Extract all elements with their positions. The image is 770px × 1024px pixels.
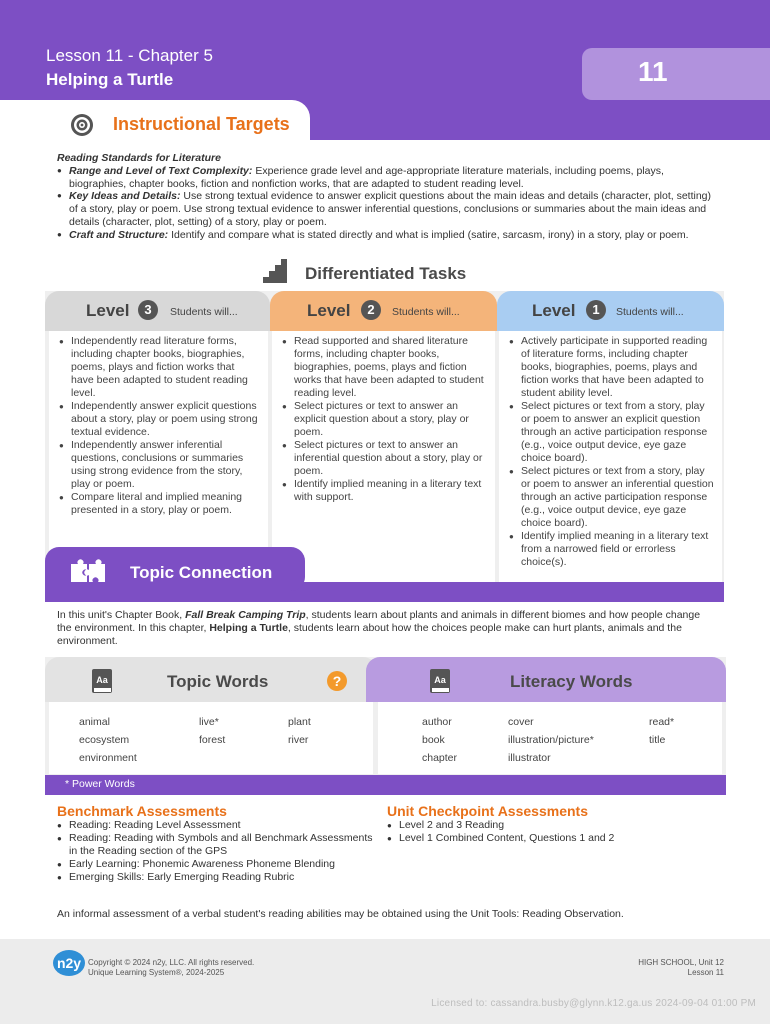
- page-footer: [0, 939, 770, 1024]
- unit-checkpoint-list: [387, 819, 717, 845]
- standards-list: [57, 165, 717, 242]
- level-1-tasks: [499, 331, 722, 583]
- power-words-note: * Power Words: [65, 778, 135, 790]
- benchmark-item: ● Emerging Skills: Early Emerging Reading Rubric: [57, 871, 377, 884]
- level-2-header: [270, 291, 497, 331]
- task-item: ● Independently answer inferential questions, conclusions or summaries using strong evidence from the story, play or poem.: [59, 439, 260, 491]
- benchmark-item: ● Early Learning: Phonemic Awareness Phoneme Blending: [57, 858, 377, 871]
- task-item: ● Read supported and shared literature forms, including chapter books, biographies, poems, plays and fiction works that have been adapted to student reading level.: [282, 335, 487, 400]
- literacy-word: chapter: [422, 752, 458, 764]
- level-2-tasks: [272, 331, 495, 583]
- power-words-band: [45, 775, 726, 795]
- students-will-label: Students will...: [616, 306, 684, 318]
- level-2-number: 2: [361, 300, 381, 320]
- benchmark-assessments-title: Benchmark Assessments: [57, 803, 227, 819]
- unit-checkpoint-title: Unit Checkpoint Assessments: [387, 803, 588, 819]
- puzzle-icon: [69, 558, 107, 584]
- standards-heading: Reading Standards for Literature: [57, 152, 221, 164]
- level-1-header: [497, 291, 724, 331]
- license-watermark: Licensed to: cassandra.busby@glynn.k12.ga.us 2024-09-04 01:00 PM: [431, 998, 756, 1009]
- stairs-icon: [263, 259, 287, 283]
- students-will-label: Students will...: [392, 306, 460, 318]
- level-label: Level: [307, 301, 351, 320]
- n2y-logo: [52, 949, 86, 977]
- lesson-number: 11: [638, 56, 668, 87]
- lesson-number-badge: [582, 48, 770, 100]
- copyright-text: Copyright © 2024 n2y, LLC. All rights reserved. Unique Learning System®, 2024-2025: [88, 958, 255, 977]
- chapter-title: Helping a Turtle: [209, 622, 288, 634]
- literacy-words-title: Literacy Words: [510, 672, 633, 691]
- level-label: Level: [532, 301, 576, 320]
- benchmark-assessments-list: [57, 819, 377, 884]
- task-item: ● Independently answer explicit questions about a story, play or poem using strong textual evidence.: [59, 400, 260, 439]
- benchmark-item: ● Reading: Reading with Symbols and all Benchmark Assessments in the Reading section of the GPS: [57, 832, 377, 858]
- task-item: ● Select pictures or text to answer an explicit question about a story, play or poem.: [282, 400, 487, 439]
- topic-words-title: Topic Words: [167, 672, 269, 691]
- svg-text:Aa: Aa: [434, 675, 446, 685]
- task-item: ● Identify implied meaning in a literary text from a narrowed field or errorless choice(s).: [509, 530, 714, 569]
- lesson-chapter-line: Lesson 11 - Chapter 5: [46, 46, 213, 65]
- standard-item: ● Craft and Structure: Identify and compare what is stated directly and what is implied (satire, sarcasm, irony) in a story, play or poem.: [57, 229, 717, 242]
- dictionary-icon: [429, 668, 451, 694]
- topic-word: ecosystem: [79, 734, 130, 746]
- task-item: ● Select pictures or text from a story, play or poem to answer an explicit question through an active participation response (e.g., voice output device, eye gaze choice board).: [509, 400, 714, 465]
- level-3-number: 3: [138, 300, 158, 320]
- benchmark-item: ● Reading: Reading Level Assessment: [57, 819, 377, 832]
- target-icon: [70, 113, 94, 137]
- instructional-targets-title: Instructional Targets: [113, 114, 290, 134]
- checkpoint-item: ● Level 1 Combined Content, Questions 1 and 2: [387, 832, 717, 845]
- literacy-word: illustrator: [508, 752, 551, 764]
- task-item: ● Compare literal and implied meaning presented in a story, play or poem.: [59, 491, 260, 517]
- topic-connection-title: Topic Connection: [130, 563, 273, 582]
- students-will-label: Students will...: [170, 306, 238, 318]
- book-title: Fall Break Camping Trip: [185, 609, 306, 621]
- svg-text:n2y: n2y: [56, 955, 82, 971]
- level-3-header: [45, 291, 270, 331]
- topic-word: environment: [79, 752, 137, 764]
- task-item: ● Actively participate in supported reading of literature forms, including chapter books, biographies, poems, plays and fiction works that have been adapted to student ability level.: [509, 335, 714, 400]
- literacy-word: cover: [508, 716, 534, 728]
- dictionary-icon: [91, 668, 113, 694]
- level-label: Level: [86, 301, 130, 320]
- svg-text:Aa: Aa: [96, 675, 108, 685]
- task-item: ● Select pictures or text from a story, play or poem to answer an inferential question through an active participation response (e.g., voice output device, eye gaze choice board).: [509, 465, 714, 530]
- literacy-word: book: [422, 734, 445, 746]
- literacy-word: read*: [649, 716, 675, 728]
- topic-word: river: [288, 734, 309, 746]
- informal-assessment-note: An informal assessment of a verbal student's reading abilities may be obtained using the Unit Tools: Reading Observation.: [57, 908, 624, 920]
- content-top-edge: [14, 140, 770, 152]
- topic-word: live*: [199, 716, 219, 728]
- topic-connection-text: In this unit's Chapter Book, Fall Break Camping Trip, students learn about plants and animals in different biomes and how people change the environment. In this chapter, Helping a Turtle, students learn about how the choices people make can hurt plants, animals and the environment.: [57, 609, 701, 647]
- topic-word: plant: [288, 716, 311, 728]
- level-3-tasks: [49, 331, 268, 583]
- differentiated-tasks-title: Differentiated Tasks: [305, 264, 467, 283]
- unit-info: HIGH SCHOOL, Unit 12 Lesson 11: [638, 958, 724, 977]
- task-item: ● Independently read literature forms, including chapter books, biographies, poems, plays and fiction works that have been adapted to student reading level.: [59, 335, 260, 400]
- level-1-number: 1: [586, 300, 606, 320]
- lesson-title: Helping a Turtle: [46, 70, 174, 89]
- topic-word: forest: [199, 734, 226, 746]
- task-item: ● Select pictures or text to answer an inferential question about a story, play or poem.: [282, 439, 487, 478]
- reading-standards: [57, 152, 717, 242]
- task-item: ● Identify implied meaning in a literary text with support.: [282, 478, 487, 504]
- help-icon[interactable]: ?: [327, 671, 347, 691]
- literacy-word: title: [649, 734, 666, 746]
- standard-item: ● Key Ideas and Details: Use strong textual evidence to answer explicit questions about the main ideas and details (character, plot, setting) of a story, play or poem. Use strong textual evidence to answer inferential questions, conclusions or summaries about the main ideas and details (character, plot, setting) of a story, play or poem.: [57, 190, 717, 228]
- standard-item: ● Range and Level of Text Complexity: Experience grade level and age-appropriate literature materials, including poems, plays, biographies, chapter books, fiction and nonfiction works, that are adapted to student reading level.: [57, 165, 717, 191]
- topic-word: animal: [79, 716, 110, 728]
- checkpoint-item: ● Level 2 and 3 Reading: [387, 819, 717, 832]
- literacy-word: author: [422, 716, 452, 728]
- literacy-word: illustration/picture*: [508, 734, 594, 746]
